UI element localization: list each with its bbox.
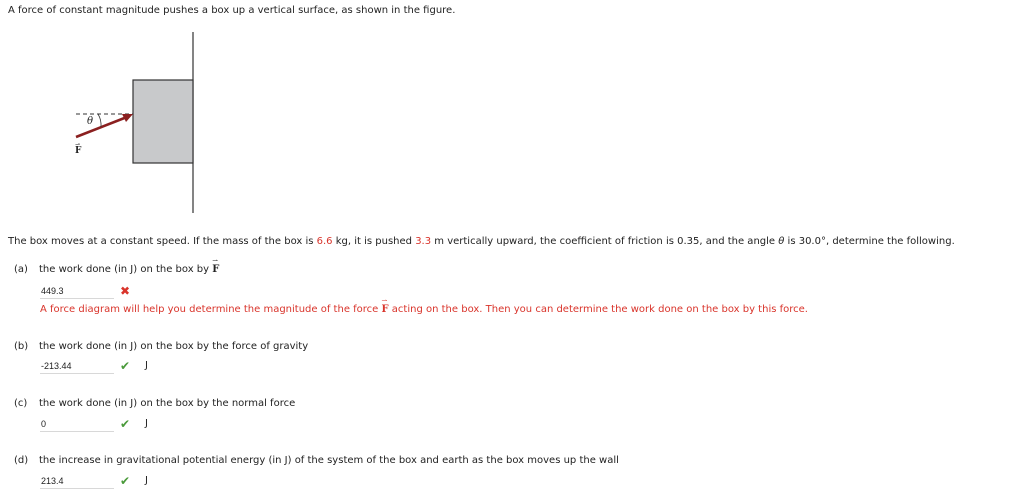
angle-arc	[98, 114, 101, 127]
part-a-question: (a) the work done (in J) on the box by ⇀ F	[14, 264, 219, 275]
part-d-answer-input[interactable]: 213.4	[40, 473, 114, 489]
mass-value: 6.6	[316, 236, 333, 247]
part-b-answer-input[interactable]: -213.44	[40, 358, 114, 374]
part-a-hint: A force diagram will help you determine the magnitude of the force ⇀ F acting on the box. Then you can determine the work done on the box by this force.	[40, 304, 808, 315]
incorrect-x-icon: ✖	[120, 284, 131, 298]
part-d-question: (d) the increase in gravitational potential energy (in J) of the system of the box and earth as the box moves up the wall	[14, 455, 619, 466]
part-d-unit: J	[145, 475, 148, 486]
correct-check-icon: ✔	[120, 359, 131, 373]
part-a-answer-input[interactable]: 449.3	[40, 283, 114, 299]
correct-check-icon: ✔	[120, 474, 131, 488]
part-b-unit: J	[145, 360, 148, 371]
force-diagram	[0, 0, 260, 220]
force-label: F	[75, 146, 82, 156]
problem-statement: The box moves at a constant speed. If the mass of the box is 6.6 kg, it is pushed 3.3 m vertically upward, the coefficient of friction is 0.35, and the angle θ is 30.0°, determine the following.	[8, 236, 955, 247]
theta-label: θ	[87, 116, 94, 127]
problem-intro: A force of constant magnitude pushes a box up a vertical surface, as shown in the figure.	[8, 5, 456, 16]
part-c-question: (c) the work done (in J) on the box by the normal force	[14, 398, 296, 409]
part-b-question: (b) the work done (in J) on the box by the force of gravity	[14, 341, 309, 352]
force-label-vector-arrow: ⇀	[75, 141, 81, 148]
correct-check-icon: ✔	[120, 417, 131, 431]
box	[133, 80, 193, 163]
part-c-unit: J	[145, 418, 148, 429]
force-arrow	[76, 117, 127, 137]
distance-value: 3.3	[415, 236, 432, 247]
part-c-answer-input[interactable]: 0	[40, 416, 114, 432]
